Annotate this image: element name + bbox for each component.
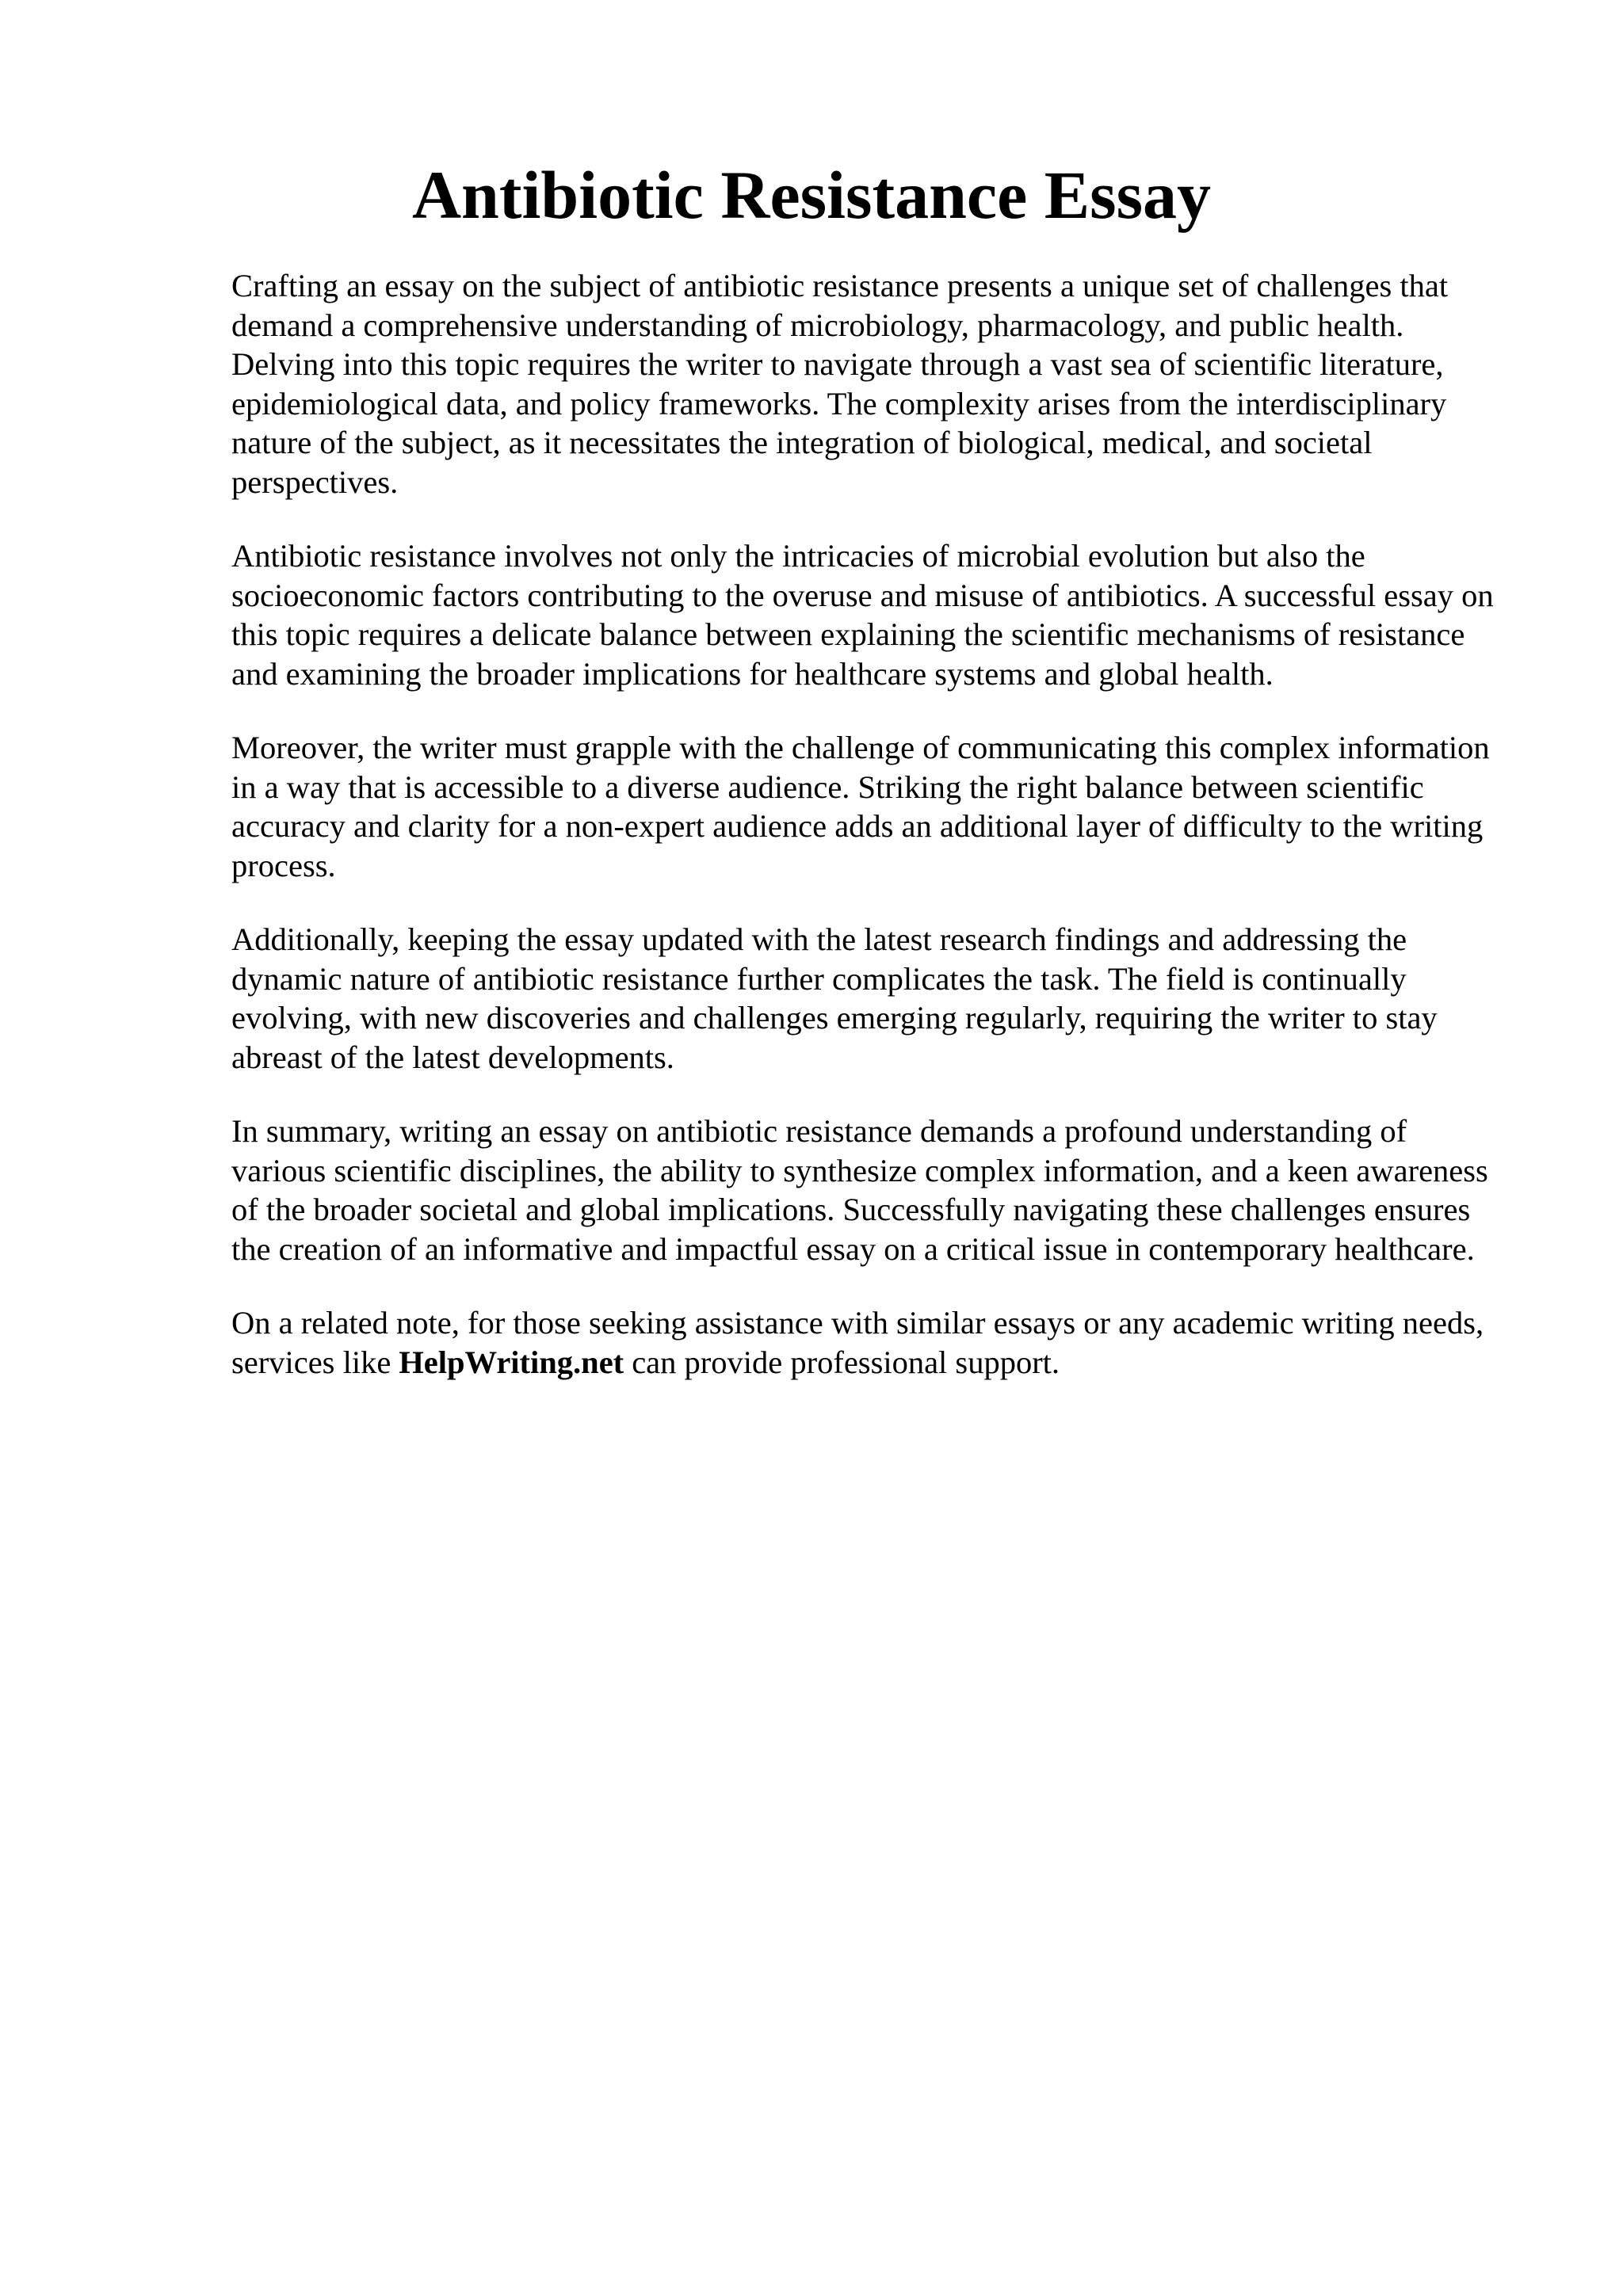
- paragraph-3: Moreover, the writer must grapple with the challenge of communicating this complex information in a way that is accessible to a diverse audience. Striking the right balance between scientific accuracy and clarity for a non-expert audience adds an additional layer of difficulty to the writing process.: [231, 730, 1490, 883]
- closing-text-after: can provide professional support.: [632, 1344, 1060, 1380]
- paragraph-4: Additionally, keeping the essay updated with the latest research findings and addressing the dynamic nature of antibiotic resistance further complicates the task. The field is continually evolving, with new discoveries and challenges emerging regularly, requiring the writer to stay abreast of the latest developments.: [231, 921, 1438, 1075]
- paragraph-5: In summary, writing an essay on antibiotic resistance demands a profound understanding of various scientific disciplines, the ability to synthesize complex information, and a keen awareness of the broader societal and global implications. Successfully navigating these challenges ensures the creation of an informative and impactful essay on a critical issue in contemporary healthcare.: [231, 1113, 1488, 1267]
- essay-body: [231, 266, 1499, 1417]
- closing-text-before: On a related note, for those seeking assistance with similar essays or any academic writing needs, services like: [231, 1305, 1484, 1380]
- paragraph-1: Crafting an essay on the subject of antibiotic resistance presents a unique set of challenges that demand a comprehensive understanding of microbiology, pharmacology, and public health. Delving into this topic requires the writer to navigate through a vast sea of scientific literature, epidemiological data, and policy frameworks. The complexity arises from the interdisciplinary nature of the subject, as it necessitates the integration of biological, medical, and societal perspectives.: [231, 268, 1449, 500]
- page-title: Antibiotic Resistance Essay: [411, 157, 1212, 233]
- helpwriting-link[interactable]: HelpWriting.net: [399, 1344, 624, 1380]
- closing-paragraph: [231, 1303, 1499, 1382]
- paragraph-2: Antibiotic resistance involves not only the intricacies of microbial evolution but also the socioeconomic factors contributing to the overuse and misuse of antibiotics. A successful essay on this topic requires a delicate balance between explaining the scientific mechanisms of resistance and examining the broader implications for healthcare systems and global health.: [231, 538, 1494, 692]
